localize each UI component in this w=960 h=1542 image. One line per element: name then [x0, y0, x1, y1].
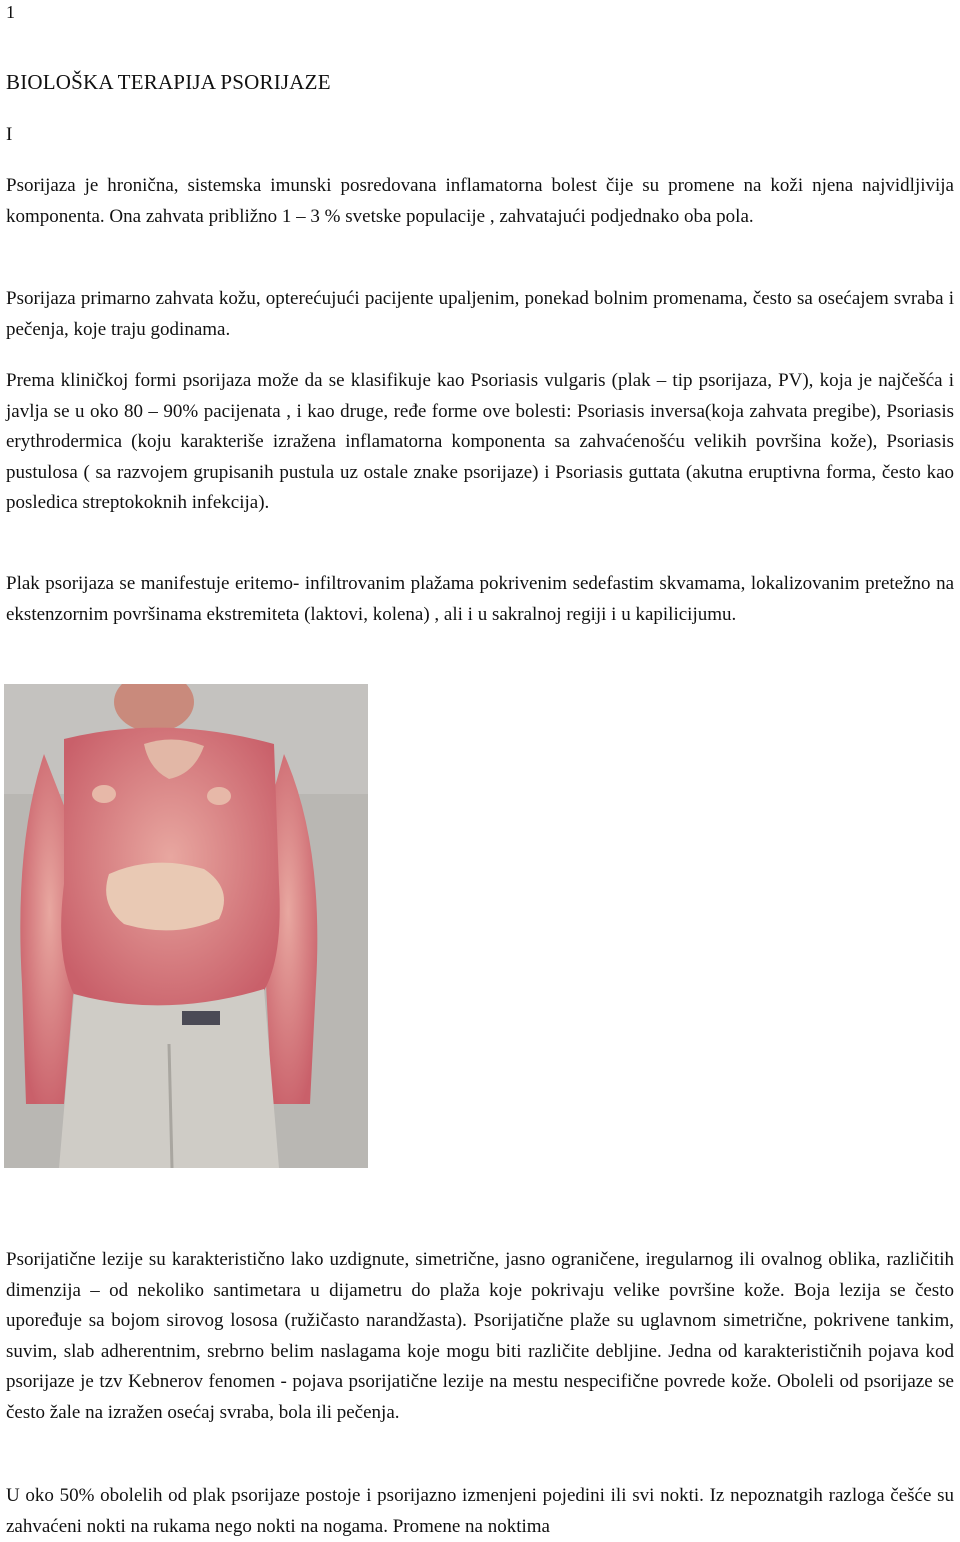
document-title: BIOLOŠKA TERAPIJA PSORIJAZE: [6, 70, 331, 94]
paragraph-clinical-forms: Prema kliničkoj formi psorijaza može da se klasifikuje kao Psoriasis vulgaris (plak – tip psorijaza, PV), koja je najčešća i javlja se u oko 80 – 90% pacijenata , i kao druge, ređe forme ove bolesti: Psoriasis inversa(koja zahvata pregibe), Psoriasis erythrodermica (koju karakteriše izražena inflamatorna komponenta sa zahvaćenošću velikih površina kože), Psoriasis pustulosa ( sa razvojem grupisanih pustula uz ostale znake psorijaze) i Psoriasis guttata (akutna eruptivna forma, često kao posledica streptokoknih infekcija).: [6, 370, 954, 514]
section-heading: I: [6, 124, 13, 145]
paragraph-lesions: Psorijatične lezije su karakteristično lako uzdignute, simetrične, jasno ograničene, iregularnog ili ovalnog oblika, različitih dimenzija – od nekoliko santimetara u dijametru do plaža koje pokrivaju velike površine kože. Boja lezija se često upoređuje sa bojom sirovog lososa (ružičasto narandžasta). Psorijatične plaže su uglavnom simetrične, pokrivene tankim, suvim, slab adherentnim, srebrno belim naslagama koje mogu biti različite debljine. Jedna od karakterističnih pojava kod psorijaze je tzv Kebnerov fenomen - pojava psorijatične lezije na mestu nespecifične povrede kože. Oboleli od psorijaze se često žale na izražen osećaj svraba, bola ili pečenja.: [6, 1249, 954, 1423]
paragraph-symptoms: Psorijaza primarno zahvata kožu, opterećujući pacijente upaljenim, ponekad bolnim promenama, često sa osećajem svraba i pečenja, koje traju godinama.: [6, 288, 954, 340]
clinical-photo: [4, 684, 368, 1168]
page-number: 1: [6, 2, 15, 22]
paragraph-nails: U oko 50% obolelih od plak psorijaze postoje i psorijazno izmenjeni pojedini ili svi nokti. Iz nepoznatgih razloga češće su zahvaćeni nokti na rukama nego nokti na nogama. Promene na noktima: [6, 1485, 954, 1537]
paragraph-definition: Psorijaza je hronična, sistemska imunski posredovana inflamatorna bolest čije su promene na koži njena najvidljivija komponenta. Ona zahvata približno 1 – 3 % svetske populacije , zahvatajući podjednako oba pola.: [6, 175, 954, 227]
paragraph-plaque-psoriasis: Plak psorijaza se manifestuje eritemo- infiltrovanim plažama pokrivenim sedefastim skvamama, lokalizovanim pretežno na ekstenzornim površinama ekstremiteta (laktovi, kolena) , ali i u sakralnoj regiji i u kapilicijumu.: [6, 573, 954, 625]
